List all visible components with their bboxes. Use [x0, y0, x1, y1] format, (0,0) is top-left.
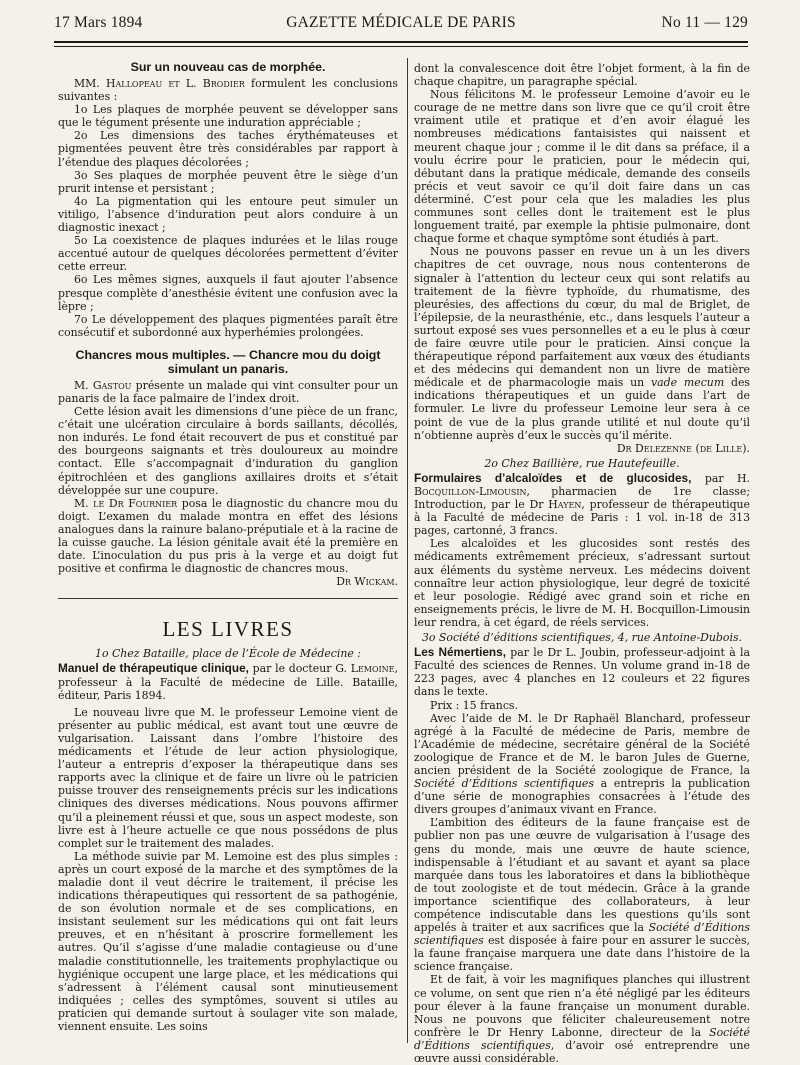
review-italic: Société d’Éditions scientifiques	[414, 1025, 750, 1052]
morphee-item: 4o La pigmentation qui les entoure peut simuler un vitiligo, l’absence d’induration peut alors conduire à un diagnostic inexact ;	[58, 194, 398, 235]
section-separator	[58, 598, 398, 599]
morphee-item: 7o Le développement des plaques pigmentées paraît être consécutif et subordonné aux hyperhémies prolongées.	[58, 312, 398, 339]
chancres-para-text: présente un malade qui vint consulter pour un panaris de la face palmaire de l’index droit.	[58, 378, 399, 405]
morphee-heading: Sur un nouveau cas de morphée.	[130, 60, 326, 74]
review-para	[414, 245, 750, 441]
book-entry	[58, 662, 398, 701]
header-rule-thin	[54, 46, 748, 47]
morphee-authors: MM. Hallopeau et L. Brodier	[74, 77, 245, 90]
review-italic: Société d’Éditions scientifiques	[414, 777, 594, 791]
morphee-item: 2o Les dimensions des taches érythémateuses et pigmentées peuvent être très considérables par rapport à l’étendue des plaques décolorées ;	[58, 129, 398, 169]
books-heading: LES LIVRES	[162, 617, 294, 642]
chancres-para-text: posa le diagnostic du chancre mou du doigt. L’examen du malade montra en effet des lésions analogues dans la rainure balano-préputiale et à la racine de la cuisse gauche. La lésion génitale avait été la première en date. L’inoculation du pus pris à la verge et au doigt fut positive et confirma le diagnostic de chancres mous.	[58, 496, 398, 576]
chancres-para	[58, 497, 398, 576]
book-entry	[414, 646, 750, 698]
review-para: Le nouveau livre que M. le professeur Lemoine vient de présenter au public médical, est avant tout une œuvre de vulgarisation. Laissant dans l’ombre l’histoire des médicaments et l’étude de leur action physiologique, l’auteur a entrepris d’exposer la thérapeutique dans ses rapports avec la clinique et de faire un livre où le patricien puisse trouver des renseignements précis sur les indications cliniques des diverses médications. Nous pouvons affirmer qu’il a pleinement réussi et que, sous un aspect modeste, son livre est à l’heure actuelle ce que nous possédons de plus complet sur le traitement des malades.	[58, 705, 398, 850]
issue-date: 17 Mars 1894	[54, 14, 143, 31]
review-para: Nous félicitons M. le professeur Lemoine d’avoir eu le courage de ne mettre dans son livre que ce qu’il croit être vraiment utile et pratique et d’en avoir élagué les nombreuses médications fantaisistes qui naissent et meurent chaque jour ; comme il le dit dans sa préface, il a voulu écrire pour le praticien, pour le médecin qui, débutant dans la pratique médicale, demande des conseils précis et veut savoir ce qu’il doit faire dans un cas déterminé. C’est pour cela que les maladies les plus communes sont celles dont le traitement est le plus longuement traité, par exemple la phtisie pulmonaire, dont chaque forme et chaque symptôme sont étudiés à part.	[414, 88, 750, 246]
book-intro-author: Hayen	[548, 498, 582, 512]
morphee-intro-text: formulent les conclusions suivantes :	[58, 77, 398, 104]
chancres-author: M. le Dr Fournier	[74, 496, 178, 510]
review-text: est disposée à faire pour en assurer le succès, la faune française marquera une date dans l’histoire de la science française.	[414, 934, 750, 974]
book-title: Manuel de thérapeutique clinique,	[58, 661, 249, 676]
header-rule-thick	[54, 41, 748, 43]
book-author: L. Joubin	[565, 646, 617, 660]
review-para: Les alcaloïdes et les glucosides sont restés des médicaments extrêmement précieux, s’adressant surtout aux éléments du système nerveux. Les médecins doivent connaître leur action physiologique, leur degré de toxicité et leur posologie. Rédigé avec grand soin et riche en enseignements précis, le livre de M. H. Bocquillon-Limousin leur rendra, à cet égard, de réels services.	[414, 537, 750, 629]
morphee-item: 6o Les mêmes signes, auxquels il faut ajouter l’absence presque complète d’anesthésie évitent une confusion avec la lèpre ;	[58, 273, 398, 313]
book-author: G. Lemoine	[335, 662, 395, 676]
review-italic: Société d’Éditions scientifiques	[414, 921, 750, 948]
journal-title: GAZETTE MÉDICALE DE PARIS	[286, 14, 516, 31]
review-para	[414, 973, 750, 1065]
publisher-line: 3o Société d’éditions scientifiques, 4, rue Antoine-Dubois.	[421, 631, 742, 645]
column-divider	[407, 58, 408, 1043]
book-title: Formulaires d’alcaloïdes et de glucosides,	[414, 470, 692, 485]
review-text: Et de fait, à voir les magnifiques planches qui illustrent ce volume, on sent que rien n’a été négligé par les éditeurs pour élever à la faune française un monument durable. Nous ne pouvons que féliciter chaleureusement notre confrère le Dr Henry Labonne, directeur de la	[414, 973, 750, 1039]
morphee-item: 1o Les plaques de morphée peuvent se développer sans que le tégument présente une induration appréciable ;	[58, 103, 398, 130]
review-text: Avec l’aide de M. le Dr Raphaël Blanchard, professeur agrégé à la Faculté de médecine de Paris, membre de l’Académie de médecine, secrétaire général de la Société zoologique de France et de M. le baron Jules de Guerne, ancien président de la Société zoologique de France, la	[414, 711, 750, 777]
signature: Dr Delezenne (de Lille).	[616, 441, 750, 455]
signature: Dr Wickam.	[336, 575, 398, 589]
right-column	[414, 62, 750, 1065]
book-details: , professeur de thérapeutique à la Faculté de médecine de Paris : 1 vol. in-18 de 313 pages, cartonné, 3 francs.	[414, 498, 750, 538]
book-entry	[414, 472, 750, 537]
chancres-author: M. Gastou	[74, 378, 132, 392]
issue-page-number: No 11 — 129	[661, 14, 748, 31]
publisher-line: 2o Chez Baillière, rue Hautefeuille.	[484, 456, 680, 470]
review-text: Nous ne pouvons passer en revue un à un les divers chapitres de cet ouvrage, nous nous contenterons de signaler à l’attention du lecteur ceux qui sont relatifs au traitement de la fièvre typhoïde, du rhumatisme, des pleurésies, des affections du cœur, du mal de Briglet, de l’épilepsie, de la neurasthénie, etc., dans lesquels l’auteur a surtout exposé ses vues personnelles et a eu le plus à cœur de faire œuvre utile pour le praticien. Ainsi conçue la thérapeutique répond parfaitement aux vœux des étudiants et des médecins qui demandent non un livre de matière médicale et de pharmacologie mais un	[414, 245, 750, 390]
review-italic: vade mecum	[651, 376, 725, 390]
book-details: , professeur à la Faculté de médecine de Lille. Bataille, éditeur, Paris 1894.	[58, 662, 398, 702]
left-column	[58, 60, 398, 1033]
book-by: par H.	[691, 471, 750, 485]
review-text: a entrepris la publication d’une série de monographies consacrées à l’étude des divers groupes d’animaux vivant en France.	[414, 777, 751, 817]
chancres-para: Cette lésion avait les dimensions d’une pièce de un franc, c’était une ulcération circulaire à bords saillants, décollés, non indurés. Le fond était recouvert de pus et constitué par des bourgeons saignants et très douloureux au moindre contact. Elle s’accompagnait d’induration du ganglion épitrochléen et des ganglions axillaires droits et s’était développée sur une coupure.	[58, 405, 398, 497]
review-para: La méthode suivie par M. Lemoine est des plus simples : après un court exposé de la marche et des symptômes de la maladie dont il veut décrire le traitement, il précise les indications thérapeutiques qui ressortent de sa pathogénie, de son évolution normale et de ses complications, en insistant seulement sur les médications qui ont fait leurs preuves, et en n’hésitant à proscrire formellement les autres. Qu’il s’agisse d’une maladie contagieuse ou d’une maladie constitutionnelle, les traitements prophylactique ou hygiénique occupent une large place, et les médications qui s’adressent à l’élément causal sont minutieusement indiquées ; celles des symptômes, souvent si utiles au praticien qui demande surtout à soulager vite son malade, viennent ensuite. Les soins	[58, 849, 398, 1033]
book-author: Bocquillon-Limousin	[414, 485, 527, 498]
morphee-item: 5o La coexistence de plaques indurées et le lilas rouge accentué autour de quelques décolorées permettent d’éviter cette erreur.	[58, 234, 398, 274]
morphee-item: 3o Ses plaques de morphée peuvent être le siège d’un prurit intense et persistant ;	[58, 168, 398, 195]
book-details: , pharmacien de 1re classe; Introduction, par le Dr	[414, 485, 750, 512]
book-details: , professeur-adjoint à la Faculté des sciences de Rennes. Un volume grand in-18 de 223 pages, avec 4 planches en 12 couleurs et 22 figures dans le texte.	[414, 646, 751, 699]
book-title: Les Némertiens,	[414, 645, 506, 660]
review-para	[414, 816, 750, 973]
review-text: L’ambition des éditeurs de la faune française est de publier non pas une œuvre de vulgarisation à l’usage des gens du monde, mais une œuvre de haute science, indispensable à l’étudiant et au savant et ayant sa place marquée dans tous les laboratoires et dans la bibliothèque de tout zoologiste et de tout médecin. Grâce à la grande importance scientifique des collaborateurs, à leur compétence indiscutable dans les questions qu’ils sont appelés à traiter et aux sacrifices que la	[414, 816, 750, 935]
book-by: par le docteur	[248, 662, 336, 676]
review-text: , d’avoir osé entreprendre une œuvre aussi considérable.	[414, 1038, 751, 1065]
review-para	[414, 712, 750, 817]
publisher-line: 1o Chez Bataille, place de l’École de Médecine :	[95, 647, 361, 661]
chancres-para	[58, 379, 398, 405]
morphee-intro	[58, 77, 398, 103]
chancres-heading: Chancres mous multiples. — Chancre mou du doigt simulant un panaris.	[75, 347, 381, 376]
running-head	[54, 14, 748, 36]
review-text: des indications thérapeutiques et un guide dans l’art de formuler. Le livre du professeur Lemoine leur sera à ce point de vue de la plus grande utilité et nul doute qu’il n’obtienne auprès d’eux le succès qu’il mérite.	[414, 376, 750, 442]
review-para: dont la convalescence doit être l’objet forment, à la fin de chaque chapitre, un paragraphe spécial.	[414, 62, 750, 89]
book-by: par le Dr	[505, 646, 566, 660]
book-price: Prix : 15 francs.	[430, 698, 518, 712]
